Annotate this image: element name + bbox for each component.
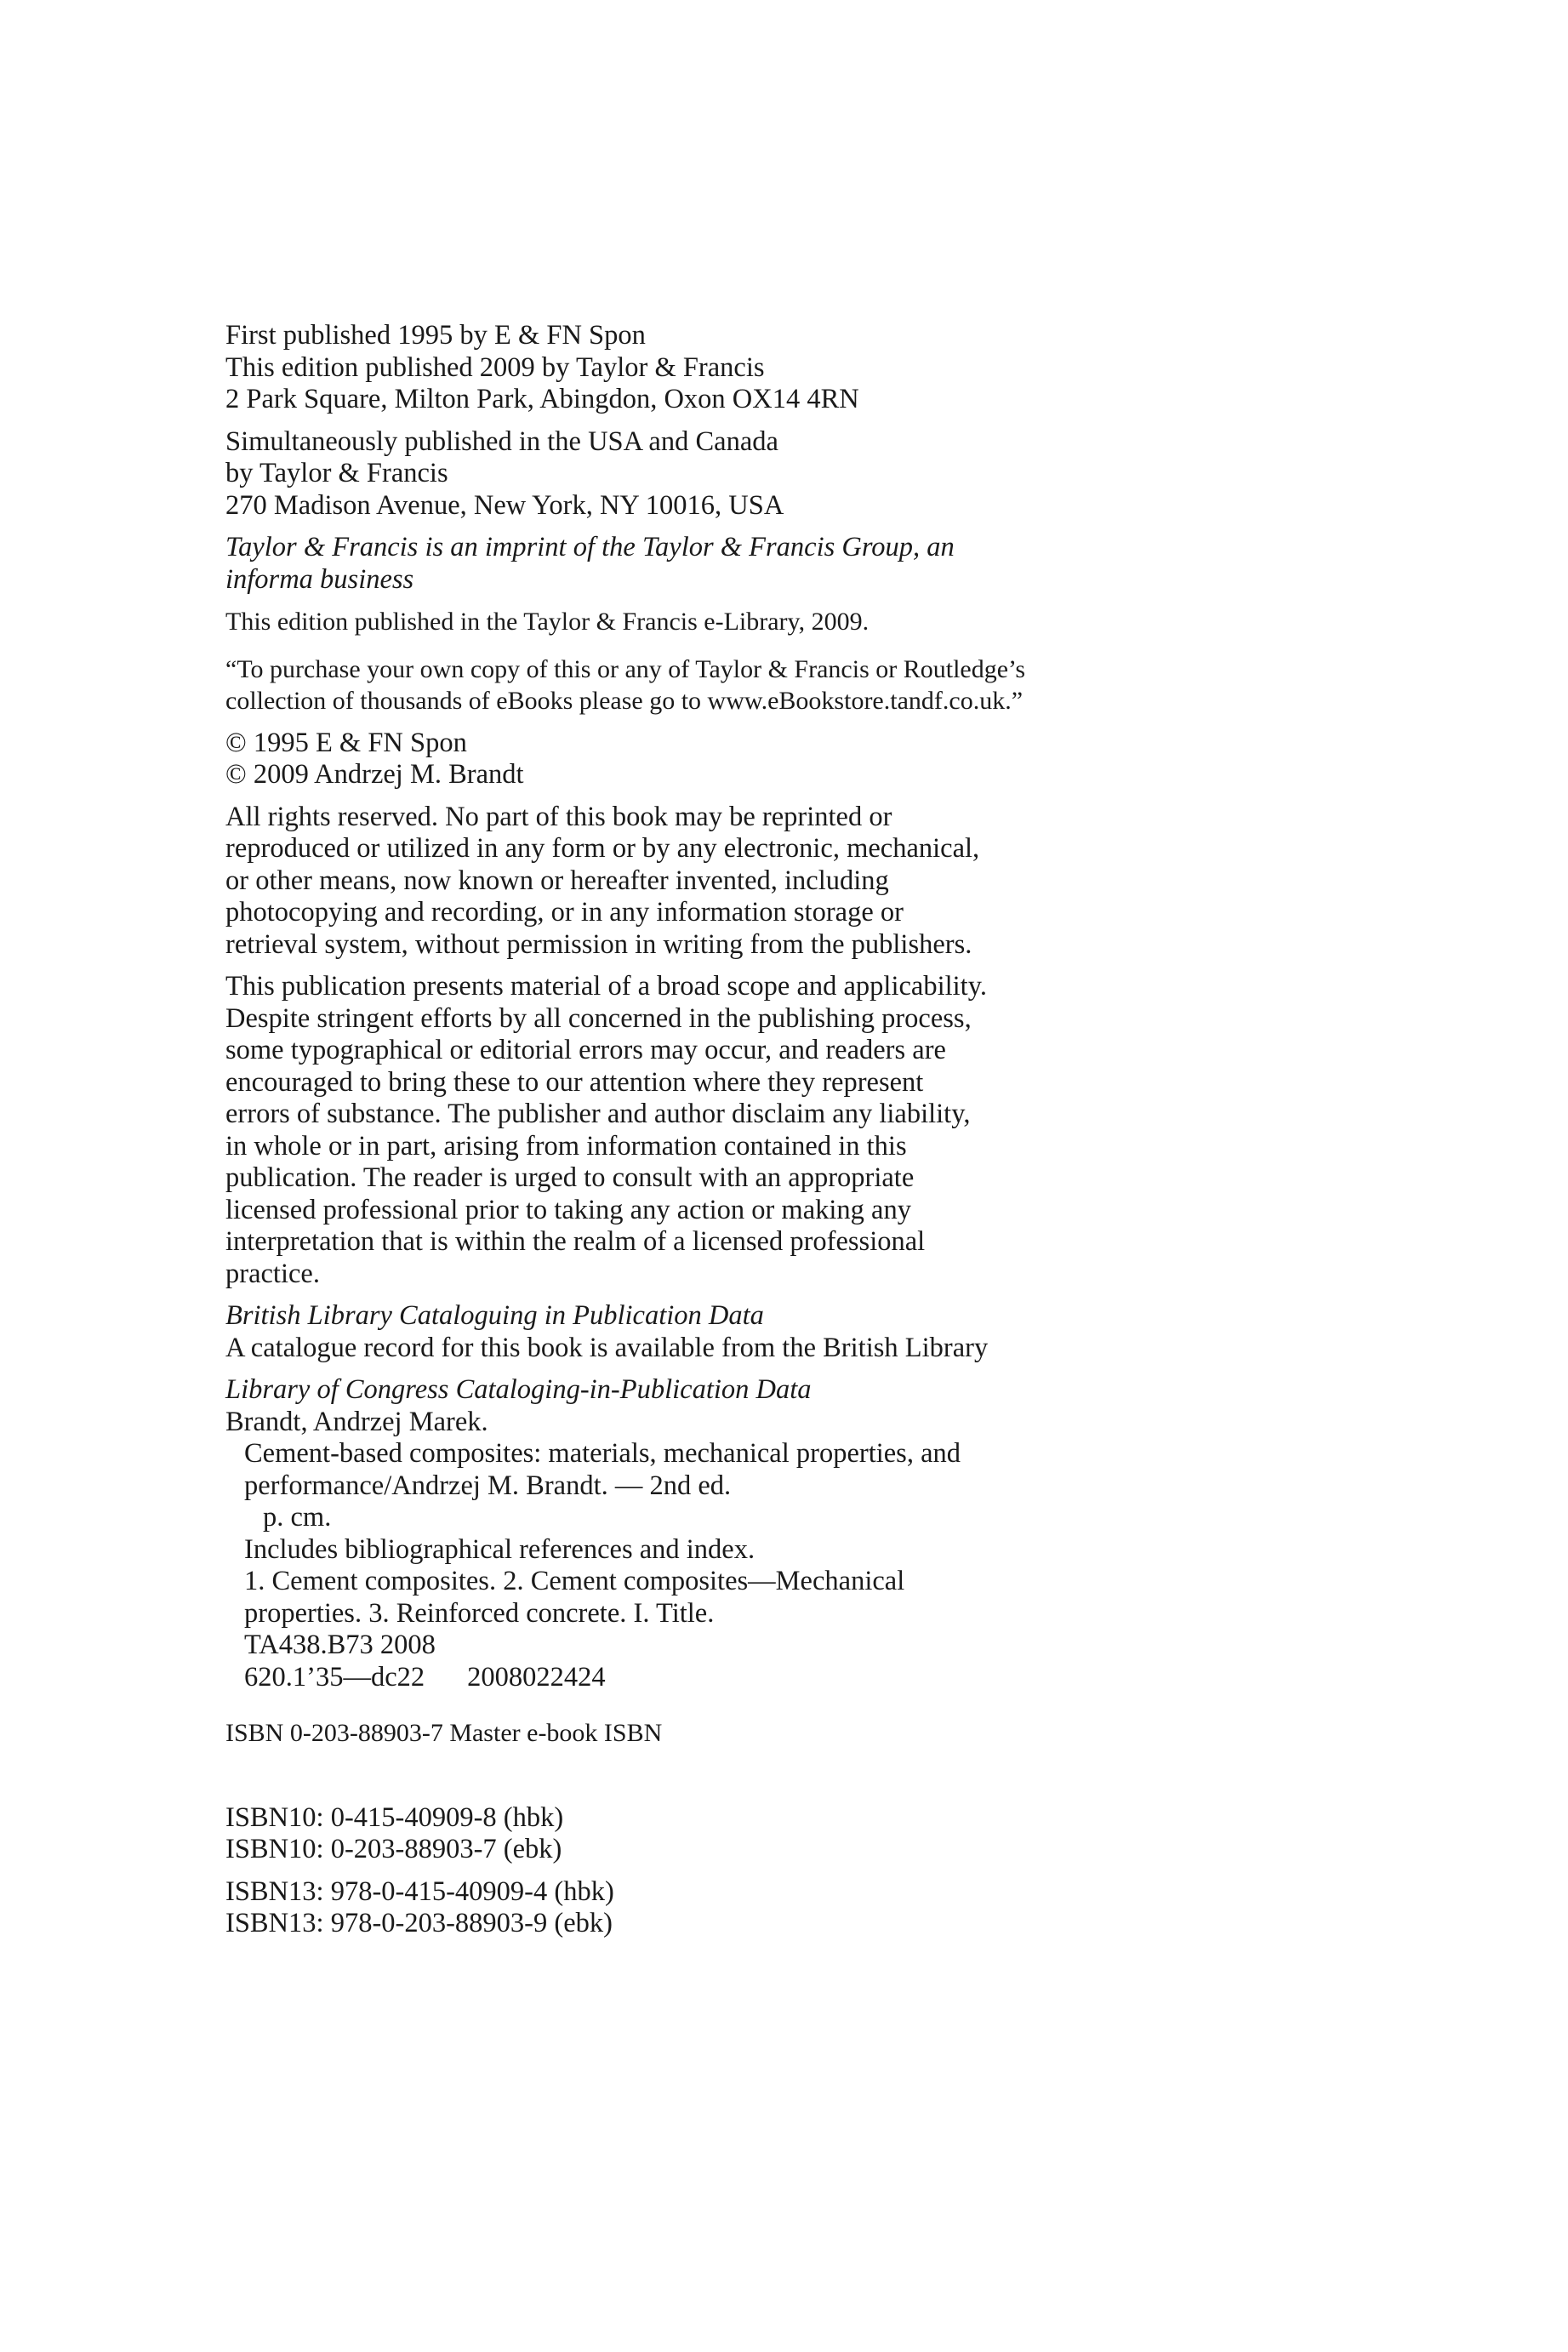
purchase-note: [225, 654, 1348, 717]
copyright-notice: [225, 728, 1348, 791]
rights-line: photocopying and recording, or in any information storage or: [225, 897, 904, 928]
copyright-line: © 2009 Andrzej M. Brandt: [225, 759, 524, 790]
imprint-note: [225, 532, 1348, 596]
loc-cataloging-data: [225, 1374, 1348, 1693]
edition-line: This edition published 2009 by Taylor & Francis: [225, 351, 765, 383]
loc-pages: p. cm.: [263, 1502, 332, 1533]
loc-line: properties. 3. Reinforced concrete. I. Title.: [244, 1597, 715, 1629]
elibrary-line: This edition published in the Taylor & Francis e-Library, 2009.: [225, 608, 870, 636]
disclaimer-line: some typographical or editorial errors may occur, and readers are: [225, 1035, 946, 1065]
imprint-line: informa business: [225, 563, 414, 595]
loc-title: performance/Andrzej M. Brandt. — 2nd ed.: [244, 1470, 732, 1501]
loc-line: 1. Cement composites. 2. Cement composites—Mechanical: [244, 1566, 905, 1596]
disclaimer-line: in whole or in part, arising from information contained in this: [225, 1130, 907, 1162]
loc-lccn: 2008022424: [467, 1661, 606, 1693]
rights-line: reproduced or utilized in any form or by any electronic, mechanical,: [225, 833, 980, 864]
loc-line: TA438.B73 2008: [244, 1630, 436, 1660]
rights-line: All rights reserved. No part of this book may be reprinted or: [225, 801, 892, 832]
disclaimer-line: practice.: [225, 1258, 320, 1289]
disclaimer-line: interpretation that is within the realm of a licensed professional: [225, 1226, 926, 1257]
first-published-line: First published 1995 by E & FN Spon: [225, 320, 646, 351]
disclaimer-line: This publication presents material of a broad scope and applicability.: [225, 971, 987, 1002]
loc-title: Cement-based composites: materials, mechanical properties, and: [244, 1438, 961, 1469]
publication-history: [225, 320, 1348, 416]
loc-line: Includes bibliographical references and index.: [244, 1533, 755, 1565]
publisher-address: 2 Park Square, Milton Park, Abingdon, Oxon OX14 4RN: [225, 384, 859, 414]
disclaimer-line: Despite stringent efforts by all concerned in the publishing process,: [225, 1002, 972, 1034]
disclaimer-line: errors of substance. The publisher and author disclaim any liability,: [225, 1099, 971, 1129]
master-isbn: [225, 1717, 1348, 1750]
usa-canada-publisher: by Taylor & Francis: [225, 458, 448, 488]
loc-dewey: 620.1’35—dc22: [244, 1661, 425, 1693]
isbn13-line: ISBN13: 978-0-203-88903-9 (ebk): [225, 1908, 613, 1938]
isbn10-list: [225, 1802, 1348, 1866]
purchase-line: “To purchase your own copy of this or any of Taylor & Francis or Routledge’s: [225, 654, 1026, 683]
copyright-text: [225, 320, 1348, 1940]
master-isbn-line: ISBN 0-203-88903-7 Master e-book ISBN: [225, 1719, 663, 1747]
isbn13-list: [225, 1876, 1348, 1940]
elibrary-note: [225, 606, 1348, 638]
disclaimer-line: encouraged to bring these to our attention where they represent: [225, 1066, 924, 1098]
rights-statement: [225, 802, 1348, 962]
loc-author: Brandt, Andrzej Marek.: [225, 1406, 488, 1437]
disclaimer-line: publication. The reader is urged to consult with an appropriate: [225, 1162, 915, 1193]
loc-heading: Library of Congress Cataloging-in-Publication Data: [225, 1374, 812, 1405]
loc-classification: [225, 1662, 1348, 1694]
purchase-line: collection of thousands of eBooks please go to www.eBookstore.tandf.co.uk.”: [225, 687, 1023, 715]
british-library-data: [225, 1300, 1348, 1364]
isbn13-line: ISBN13: 978-0-415-40909-4 (hbk): [225, 1875, 614, 1907]
british-library-text: A catalogue record for this book is available from the British Library: [225, 1332, 989, 1363]
rights-line: or other means, now known or hereafter invented, including: [225, 865, 889, 896]
disclaimer: [225, 971, 1348, 1290]
isbn10-line: ISBN10: 0-203-88903-7 (ebk): [225, 1834, 562, 1864]
isbn10-line: ISBN10: 0-415-40909-8 (hbk): [225, 1801, 564, 1833]
imprint-line: Taylor & Francis is an imprint of the Taylor & Francis Group, an: [225, 532, 955, 562]
usa-address: 270 Madison Avenue, New York, NY 10016, USA: [225, 489, 784, 521]
copyright-line: © 1995 E & FN Spon: [225, 727, 467, 758]
british-library-heading: British Library Cataloguing in Publication Data: [225, 1300, 764, 1331]
usa-canada-line: Simultaneously published in the USA and Canada: [225, 425, 778, 457]
rights-line: retrieval system, without permission in writing from the publishers.: [225, 928, 972, 960]
usa-canada-publication: [225, 426, 1348, 522]
disclaimer-line: licensed professional prior to taking any action or making any: [225, 1194, 911, 1225]
